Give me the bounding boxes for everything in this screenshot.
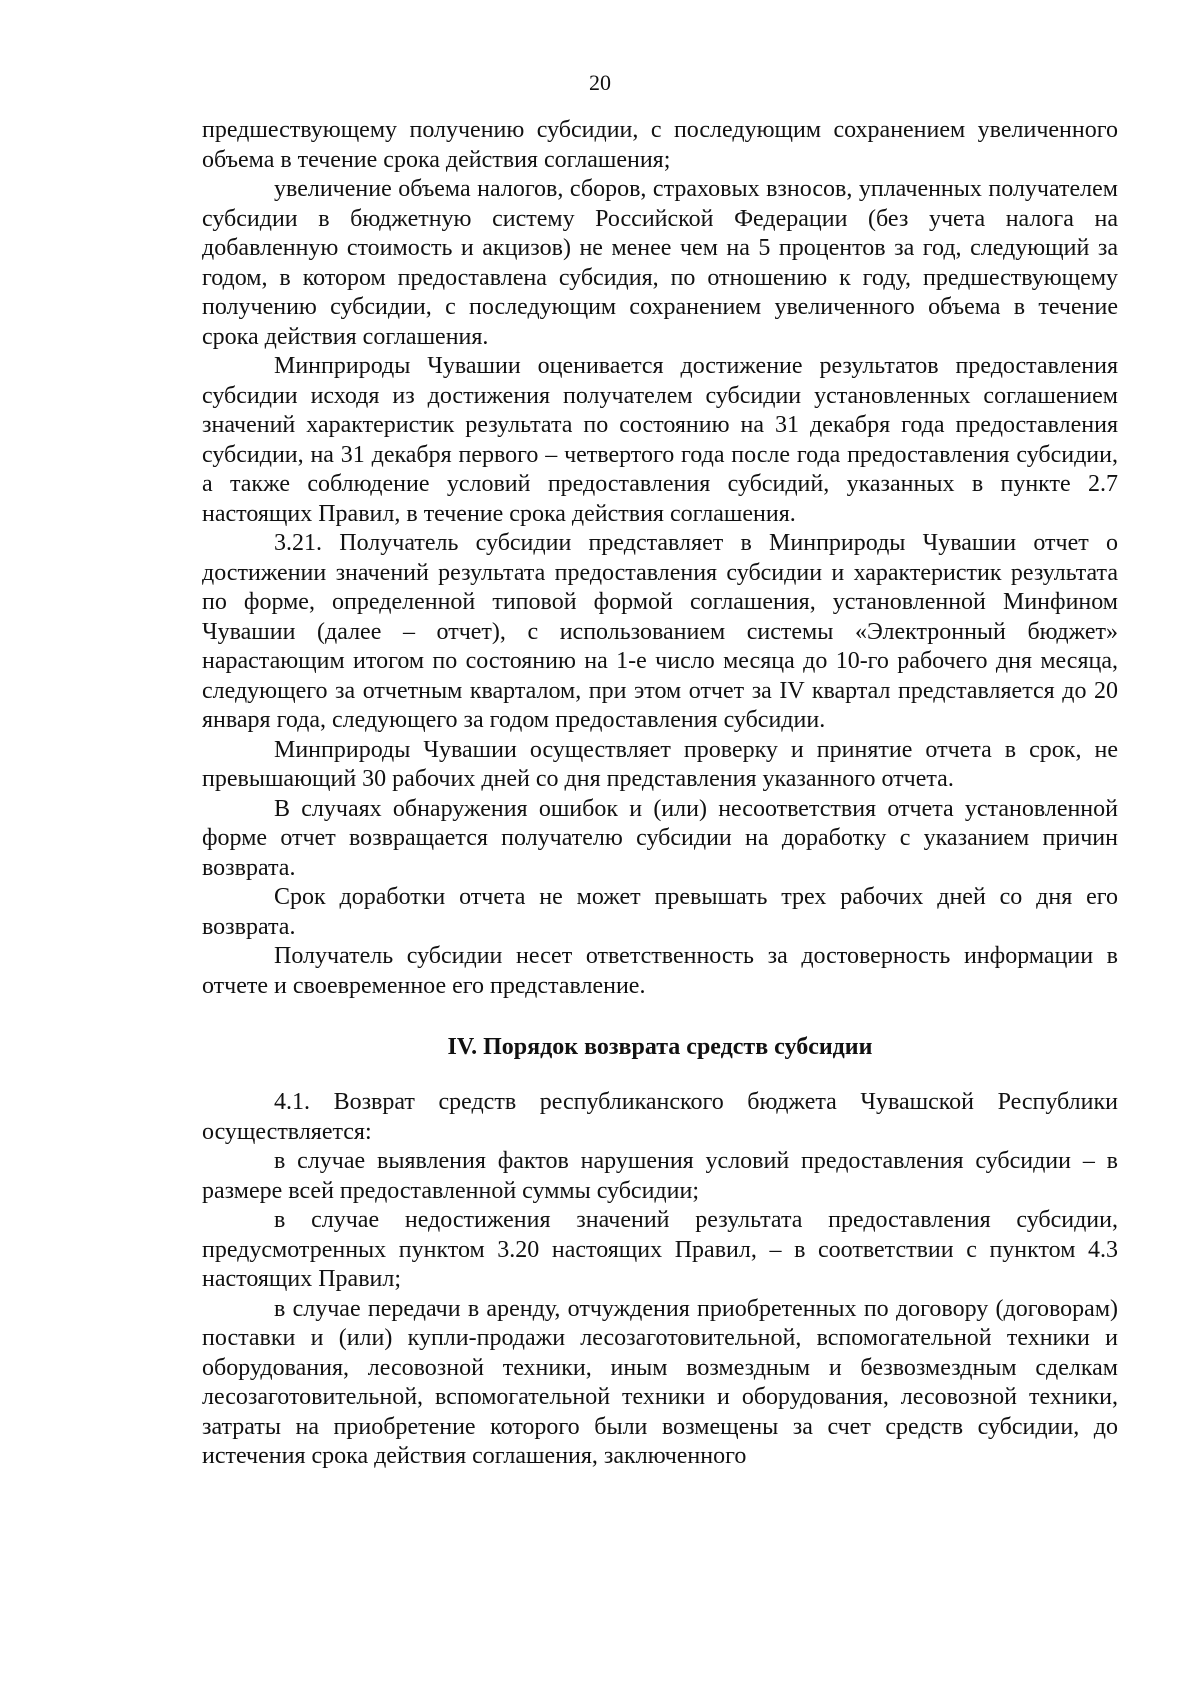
paragraph-clause-3-21: 3.21. Получатель субсидии представляет в Минприроды Чувашии отчет о достижении значений результата предоставления субсидии и характеристик результата по форме, определенной типовой формой соглашения, установленной Минфином Чувашии (далее – отчет), с использованием системы «Электронный бюджет» нарастающим итогом по состоянию на 1-е число месяца до 10-го рабочего дня месяца, следующего за отчетным кварталом, при этом отчет за IV квартал представляется до 20 января года, следующего за годом предоставления субсидии. [202,530,1118,733]
section-heading: IV. Порядок возврата средств субсидии [447,1034,873,1060]
paragraph: Срок доработки отчета не может превышать трех рабочих дней со дня его возврата. [202,884,1118,940]
paragraph: Минприроды Чувашии оценивается достижение результатов предоставления субсидии исходя из достижения получателем субсидии установленных соглашением значений характеристик результата по состоянию на 31 декабря года предоставления субсидии, на 31 декабря первого – четвертого года после года предоставления субсидии, а также соблюдение условий предоставления субсидий, указанных в пункте 2.7 настоящих Правил, в течение срока действия соглашения. [202,353,1118,527]
document-body [202,116,1118,1472]
paragraph: в случае недостижения значений результата предоставления субсидии, предусмотренных пунктом 3.20 настоящих Правил, – в соответствии с пунктом 4.3 настоящих Правил; [202,1207,1118,1292]
paragraph: Получатель субсидии несет ответственность за достоверность информации в отчете и своевременное его представление. [202,943,1118,999]
paragraph: в случае выявления фактов нарушения условий предоставления субсидии – в размере всей предоставленной суммы субсидии; [202,1148,1118,1204]
paragraph-clause-4-1: 4.1. Возврат средств республиканского бюджета Чувашской Республики осуществляется: [202,1089,1118,1145]
paragraph: Минприроды Чувашии осуществляет проверку и принятие отчета в срок, не превышающий 30 рабочих дней со дня представления указанного отчета. [202,736,1118,792]
paragraph: увеличение объема налогов, сборов, страховых взносов, уплаченных получателем субсидии в бюджетную систему Российской Федерации (без учета налога на добавленную стоимость и акцизов) не менее чем на 5 процентов за год, следующий за годом, в котором предоставлена субсидия, по отношению к году, предшествующему получению субсидии, с последующим сохранением увеличенного объема в течение срока действия соглашения. [202,176,1118,350]
paragraph: в случае передачи в аренду, отчуждения приобретенных по договору (договорам) поставки и (или) купли-продажи лесозаготовительной, вспомогательной техники и оборудования, лесовозной техники, иным возмездным и безвозмездным сделкам лесозаготовительной, вспомогательной техники и оборудования, лесовозной техники, затраты на приобретение которого были возмещены за счет средств субсидии, до истечения срока действия соглашения, заключенного [202,1295,1118,1469]
paragraph-continuation: предшествующему получению субсидии, с последующим сохранением увеличенного объема в течение срока действия соглашения; [202,117,1118,173]
page-number: 20 [589,70,611,95]
paragraph: В случаях обнаружения ошибок и (или) несоответствия отчета установленной форме отчет возвращается получателю субсидии на доработку с указанием причин возврата. [202,795,1118,881]
